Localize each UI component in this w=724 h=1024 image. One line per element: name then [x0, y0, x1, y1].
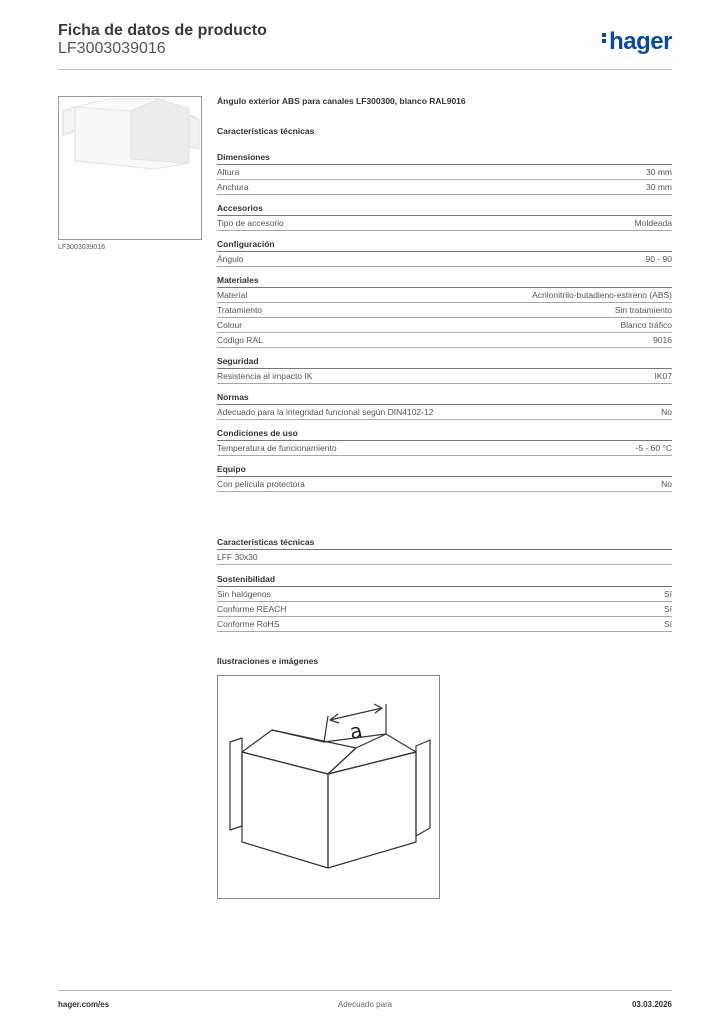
footer-website-link[interactable]: hager.com/es [58, 1000, 110, 1009]
spec-value: Acrilonitrilo-butadieno-estireno (ABS) [532, 290, 672, 300]
spec-label: LFF 30x30 [217, 552, 258, 562]
corner-angle-drawing-icon [218, 676, 439, 898]
spec-value: IK07 [654, 371, 672, 381]
spec-row [217, 587, 672, 602]
spec-value: Sí [663, 604, 672, 614]
section-condiciones-de-uso [217, 428, 672, 456]
spec-label: Tratamiento [217, 305, 263, 315]
spec-row [217, 216, 672, 231]
spec-value: 9016 [653, 335, 672, 345]
product-thumbnail [58, 96, 202, 240]
spec-value: 30 mm [646, 167, 672, 177]
product-code: LF3003039016 [58, 40, 166, 57]
illustrations-heading: Ilustraciones e imágenes [217, 656, 319, 666]
spec-label: Resistencia al impacto IK [217, 371, 313, 381]
document-title: Ficha de datos de producto [58, 22, 267, 39]
spec-label: Con película protectora [217, 479, 305, 489]
section-title: Normas [217, 392, 672, 405]
spec-row [217, 550, 672, 565]
spec-label: Anchura [217, 182, 249, 192]
product-description: Ángulo exterior ABS para canales LF300300, blanco RAL9016 [217, 96, 466, 106]
footer-center-text: Adecuado para [337, 1000, 393, 1009]
spec-row [217, 477, 672, 492]
section-title: Sostenibilidad [217, 574, 672, 587]
section-title: Dimensiones [217, 152, 672, 165]
product-photo-icon [59, 97, 201, 239]
section-accesorios [217, 203, 672, 231]
spec-row [217, 303, 672, 318]
spec-row [217, 333, 672, 348]
section-dimensiones [217, 152, 672, 195]
spec-value: Sí [663, 589, 672, 599]
spec-value: Sin tratamiento [614, 305, 672, 315]
spec-label: Conforme REACH [217, 604, 287, 614]
additional-specs-panel [217, 537, 672, 641]
spec-label: Tipo de accesorio [217, 218, 284, 228]
section-title: Seguridad [217, 356, 672, 369]
section-title: Accesorios [217, 203, 672, 216]
spec-value: Moldeada [634, 218, 672, 228]
spec-value: No [661, 479, 672, 489]
spec-row [217, 318, 672, 333]
spec-label: Adecuado para la integridad funcional según DIN4102-12 [217, 407, 434, 417]
section-configuracion [217, 239, 672, 267]
footer-date: 03.03.2026 [631, 1000, 672, 1009]
section-seguridad [217, 356, 672, 384]
section-title: Materiales [217, 275, 672, 288]
technical-drawing [217, 675, 440, 899]
section-equipo [217, 464, 672, 492]
spec-label: Sin halógenos [217, 589, 271, 599]
thumbnail-caption: LF3003039016 [58, 244, 106, 251]
spec-row [217, 369, 672, 384]
section-caracteristicas-tecnicas [217, 537, 672, 565]
section-title: Equipo [217, 464, 672, 477]
spec-value: 30 mm [646, 182, 672, 192]
page-footer [58, 990, 672, 1014]
section-title: Condiciones de uso [217, 428, 672, 441]
spec-label: Código RAL [217, 335, 263, 345]
spec-value: -5 - 60 °C [635, 443, 672, 453]
section-normas [217, 392, 672, 420]
spec-value: 90 - 90 [645, 254, 672, 264]
section-sostenibilidad [217, 574, 672, 632]
logo-dots-icon [602, 31, 607, 45]
spec-row [217, 441, 672, 456]
specs-heading: Características técnicas [217, 126, 315, 136]
spec-label: Material [217, 290, 248, 300]
spec-row [217, 602, 672, 617]
section-title: Configuración [217, 239, 672, 252]
spec-value: No [661, 407, 672, 417]
spec-row [217, 288, 672, 303]
hager-logo[interactable] [602, 28, 672, 56]
spec-row [217, 252, 672, 267]
spec-row [217, 165, 672, 180]
spec-row [217, 405, 672, 420]
spec-label: Altura [217, 167, 240, 177]
dimension-label: a [347, 717, 365, 745]
spec-row [217, 617, 672, 632]
spec-value: Sí [663, 619, 672, 629]
spec-label: Ángulo [217, 254, 244, 264]
specifications-panel [217, 96, 672, 500]
section-title: Características técnicas [217, 537, 672, 550]
spec-label: Conforme RoHS [217, 619, 280, 629]
spec-row [217, 180, 672, 195]
spec-label: Colour [217, 320, 243, 330]
logo-text: hager [609, 28, 672, 55]
page-header [58, 20, 672, 70]
spec-label: Temperatura de funcionamiento [217, 443, 337, 453]
section-materiales [217, 275, 672, 348]
spec-value: Blanco tráfico [620, 320, 672, 330]
